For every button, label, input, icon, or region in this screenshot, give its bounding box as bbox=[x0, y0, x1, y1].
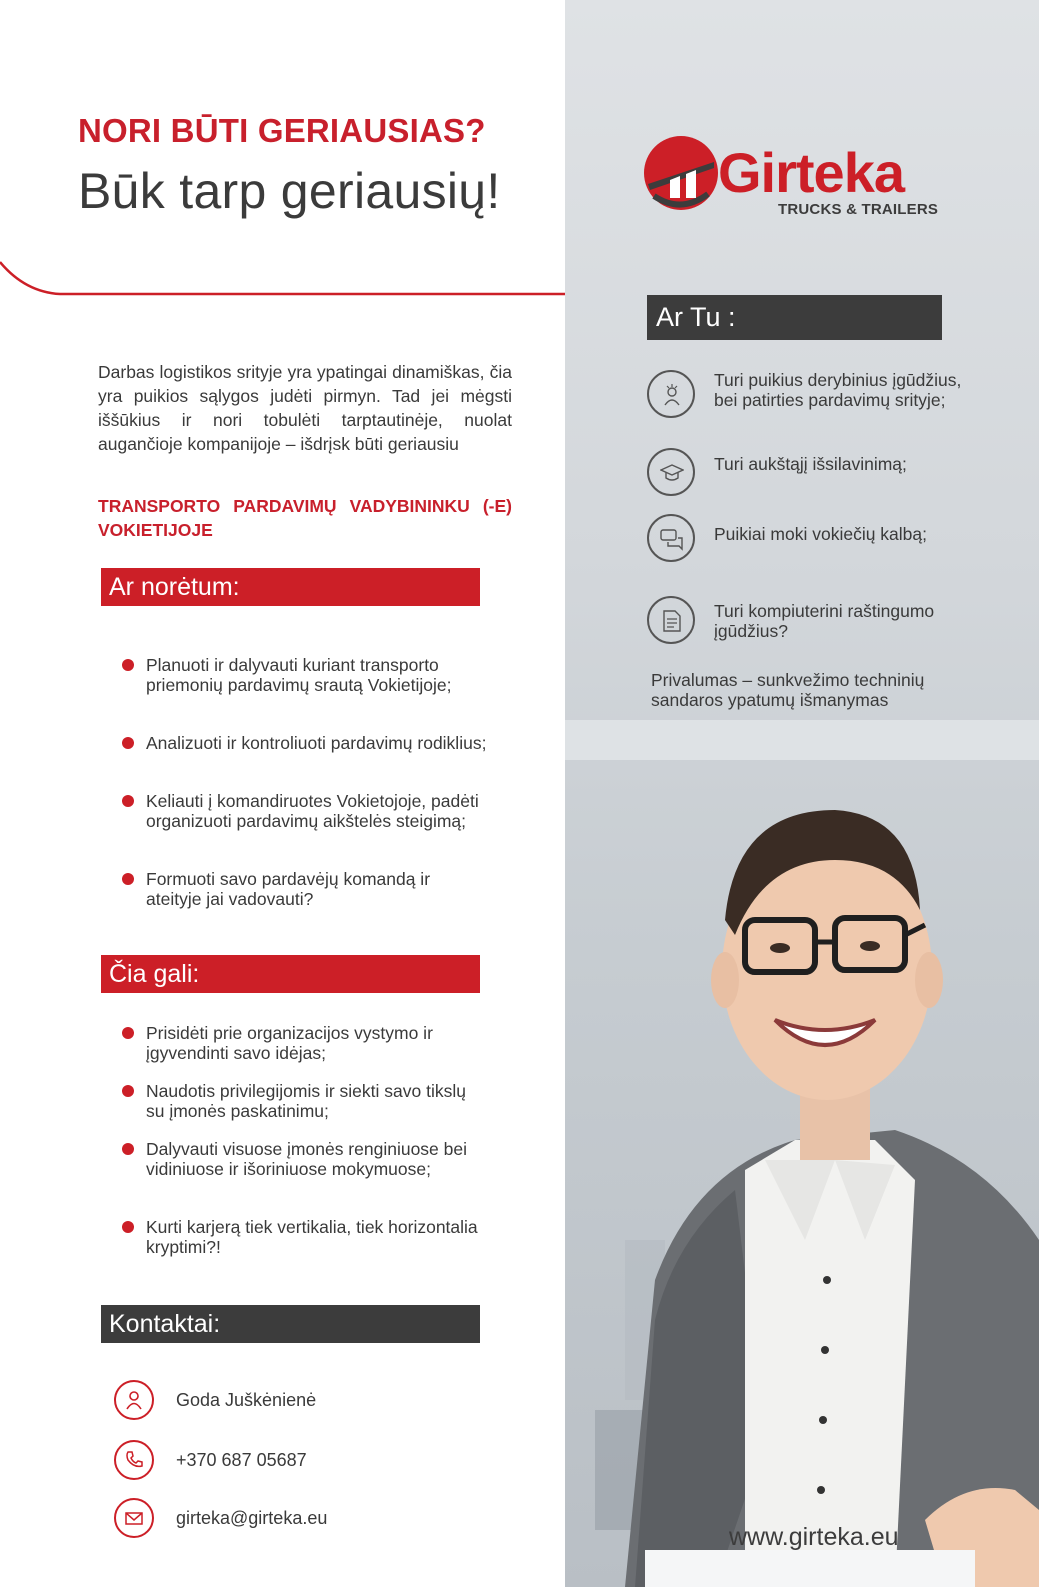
bullet-icon bbox=[122, 1027, 134, 1039]
section-can-title: Čia gali: bbox=[101, 955, 480, 993]
bullet-icon bbox=[122, 1221, 134, 1233]
list-item: Dalyvauti visuose įmonės renginiuose bei vidiniuose ir išoriniuose mokymuose; bbox=[118, 1139, 488, 1217]
can-list bbox=[118, 1023, 488, 1257]
portrait-photo bbox=[565, 720, 1039, 1587]
subheadline: Būk tarp geriausių! bbox=[78, 163, 501, 219]
bullet-icon bbox=[122, 873, 134, 885]
girteka-logo-icon bbox=[640, 132, 722, 214]
list-item: Naudotis privilegijomis ir siekti savo tikslų su įmonės paskatinimu; bbox=[118, 1081, 488, 1139]
position-title: TRANSPORTO PARDAVIMŲ VADYBININKU (-E) VOKIETIJOJE bbox=[98, 496, 512, 540]
list-item: Formuoti savo pardavėjų komandą ir ateityje jai vadovauti? bbox=[118, 869, 488, 909]
phone-icon bbox=[114, 1440, 154, 1480]
decorative-curve bbox=[0, 250, 565, 300]
list-item: Analizuoti ir kontroliuoti pardavimų rodiklius; bbox=[118, 733, 488, 791]
list-item: Prisidėti prie organizacijos vystymo ir įgyvendinti savo idėjas; bbox=[118, 1023, 488, 1081]
document-icon bbox=[647, 596, 695, 644]
contact-email-text[interactable]: girteka@girteka.eu bbox=[176, 1508, 328, 1528]
contact-phone[interactable] bbox=[114, 1440, 534, 1484]
requirements-title: Ar Tu : bbox=[647, 295, 942, 340]
person-icon bbox=[647, 370, 695, 418]
advantage-text: Privalumas – sunkvežimo techninių sandaros ypatumų išmanymas bbox=[651, 670, 925, 710]
envelope-icon bbox=[114, 1498, 154, 1538]
intro-paragraph: Darbas logistikos srityje yra ypatingai dinamiškas, čia yra puikios sąlygos judėti pirmyn. Tad jei mėgsti iššūkius ir nori tobulėti tarptautinėje, nuolat augančioje kompanijoje – išdrįsk būti geriausiu bbox=[98, 362, 512, 454]
contact-email[interactable] bbox=[114, 1498, 534, 1542]
website-link[interactable]: www.girteka.eu bbox=[729, 1523, 899, 1551]
logo-name: Girteka bbox=[718, 141, 904, 204]
person-icon bbox=[114, 1380, 154, 1420]
list-item: Kurti karjerą tiek vertikalia, tiek horizontalia kryptimi?! bbox=[118, 1217, 488, 1257]
contact-name bbox=[114, 1380, 534, 1424]
bullet-icon bbox=[122, 1143, 134, 1155]
section-would-title: Ar norėtum: bbox=[101, 568, 480, 606]
bullet-icon bbox=[122, 795, 134, 807]
contact-phone-text[interactable]: +370 687 05687 bbox=[176, 1450, 307, 1470]
chat-icon bbox=[647, 514, 695, 562]
logo-tagline: TRUCKS & TRAILERS bbox=[778, 201, 939, 218]
headline: NORI BŪTI GERIAUSIAS? bbox=[78, 112, 486, 149]
would-list bbox=[118, 655, 488, 909]
list-item: Keliauti į komandiruotes Vokietojoje, padėti organizuoti pardavimų aikštelės steigimą; bbox=[118, 791, 488, 869]
list-item: Planuoti ir dalyvauti kuriant transporto priemonių pardavimų srautą Vokietijoje; bbox=[118, 655, 488, 733]
contact-name-text: Goda Juškėnienė bbox=[176, 1390, 317, 1410]
graduation-cap-icon bbox=[647, 448, 695, 496]
bullet-icon bbox=[122, 659, 134, 671]
bullet-icon bbox=[122, 1085, 134, 1097]
bullet-icon bbox=[122, 737, 134, 749]
contacts-title: Kontaktai: bbox=[101, 1305, 480, 1343]
